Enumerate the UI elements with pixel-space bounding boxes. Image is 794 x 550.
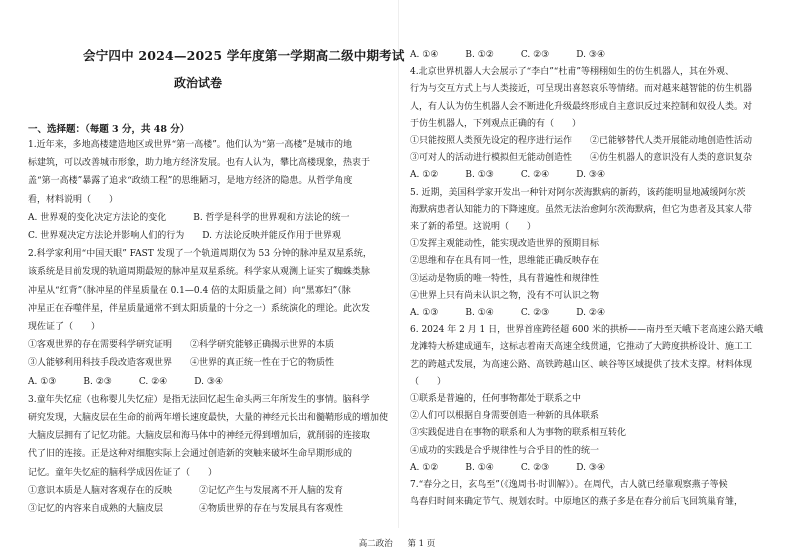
- exam-subtitle: 政治试卷: [174, 76, 223, 90]
- text-line: 艺的跨越式发展，为高速公路、高铁跨越山区、峡谷等区域提供了技术支撑。材料体现: [410, 359, 753, 370]
- text-line: 该系统是目前发现的轨道周期最短的脉冲星双星系统。科学家从观测上证实了蜘蛛类脉: [28, 267, 371, 278]
- text-line: ③运动是物质的唯一特性，具有普遍性和规律性: [410, 273, 600, 284]
- text-line: 记忆。童年失忆症的脑科学成因佐证了（ ）: [28, 467, 218, 478]
- text-line: 盖“第一高楼”暴露了追求“政绩工程”的思维陋习，是地方经济的隐患。从哲学角度: [28, 176, 353, 187]
- text-line: ③可对人的活动进行模拟但无能动创造性 ④仿生机器人的意识没有人类的意识复杂: [410, 153, 753, 164]
- text-line: 现佐证了（ ）: [28, 322, 101, 332]
- text-line: 人，有人认为仿生机器人会不断进化升级最终形成自主意识反过来控制和奴役人类。对: [410, 101, 753, 112]
- text-line: C. 世界观决定方法论并影响人们的行为 D. 方法论反映并能反作用于世界观: [28, 231, 341, 241]
- text-line: 海默病患者认知能力的下降速度。虽然无法治愈阿尔茨海默病，但它为患者及其家人带: [410, 204, 753, 215]
- text-line: 1.近年来，多地高楼建造地区或世界“第一高楼”。他们认为“第一高楼”是城市的地: [28, 140, 352, 150]
- text-line: 7.“春分之日，玄鸟至”（《逸周书·时训解》）。在周代，古人就已经靠观察燕子等候: [410, 480, 728, 490]
- text-line: 2.科学家利用“中国天眼” FAST 发现了一个轨道周期仅为 53 分钟的脉冲星双星系统，: [28, 249, 372, 260]
- text-line: 鸟春归时间来确定节气、规划农时。中原地区的燕子多是在春分前后飞回筑巢育雏，: [410, 497, 744, 508]
- text-line: （ ）: [410, 376, 447, 387]
- text-line: 龙滩特大桥建成通车，这标志着南天高速全线贯通，它推动了大跨度拱桥设计、施工工: [410, 342, 753, 353]
- text-line: ①发挥主观能动性，能实现改造世界的预期目标: [410, 239, 600, 250]
- text-line: 行为与交互方式上与人类接近，可呈现出喜怒哀乐等情绪。而对越来越智能的仿生机器: [410, 84, 753, 95]
- exam-title: 会宁四中 2024—2025 学年度第一学期高二级中期考试: [83, 48, 405, 63]
- text-line: 来了新的希望。这说明（ ）: [410, 222, 537, 232]
- text-line: A. ①③ B. ②③ C. ②④ D. ③④: [28, 376, 224, 387]
- text-line: 6. 2024 年 2 月 1 日，世界首座跨径超 600 米的拱桥——南丹至天峨下老高速公路天峨: [410, 325, 764, 336]
- text-line: 冲星正在吞噬伴星，伴星质量通常不到太阳质量的十分之一）系统演化的理论。此次发: [28, 303, 371, 314]
- text-line: A. ①③ B. ①④ C. ②③ D. ②④: [410, 308, 606, 318]
- column-divider: [398, 0, 399, 528]
- text-line: ④成功的实践是合乎规律性与合乎目的性的统一: [410, 445, 600, 456]
- text-line: ③实践促进自在事物的联系和人为事物的联系相互转化: [410, 428, 627, 439]
- text-line: 大脑皮层拥有了记忆功能。大脑皮层和海马体中的神经元得到增加后，就削弱的连接取: [28, 431, 371, 442]
- text-line: 5. 近期，美国科学家开发出一种针对阿尔茨海默病的新药，该药能明显地减缓阿尔茨: [410, 187, 746, 198]
- text-line: 看，材料说明（ ）: [28, 194, 119, 205]
- text-line: 代了旧的连接。正是这种对细胞实际上会通过创造新的突触来破坏生命早期形成的: [28, 449, 353, 460]
- text-line: A. ①② B. ①④ C. ②③ D. ③④: [410, 462, 606, 473]
- text-line: ②人们可以根据自身需要创造一种新的具体联系: [410, 411, 600, 422]
- text-line: A. 世界观的变化决定方法论的变化 B. 哲学是科学的世界观和方法论的统一: [28, 212, 350, 223]
- text-line: 3.童年失忆症（也称婴儿失忆症）是指无法回忆起生命头两三年所发生的事情。脑科学: [28, 394, 370, 405]
- text-line: A. ①② B. ①③ C. ②④ D. ③④: [410, 170, 606, 181]
- text-line: ①意识本质是人脑对客观存在的反映 ②记忆产生与发展离不开人脑的发育: [28, 485, 344, 496]
- text-line: ③人能够利用科技手段改造客观世界 ④世界的真正统一性在于它的物质性: [28, 358, 335, 369]
- text-line: ①联系是普遍的，任何事物都处于联系之中: [410, 394, 582, 404]
- footer-subject: 高二政治: [358, 539, 393, 549]
- text-line: ①客观世界的存在需要科学研究证明 ②科学研究能够正确揭示世界的本质: [28, 340, 335, 351]
- text-line: 4.北京世界机器人大会展示了“李白”“杜甫”等栩栩如生的仿生机器人，其在外观、: [410, 67, 734, 78]
- text-line: ②思维和存在具有同一性，思维能正确反映存在: [410, 256, 600, 267]
- section-heading: 一、选择题：（每题 3 分，共 48 分）: [28, 124, 190, 135]
- text-line: 研究发现，大脑皮层在生命的前两年增长速度最快，大量的神经元长出和髓鞘形成的增加使: [28, 413, 389, 423]
- text-line: ①只能按照人类预先设定的程序进行运作 ②已能够替代人类开展能动地创造性活动: [410, 136, 753, 146]
- text-line: 于仿生机器人，下列观点正确的有（ ）: [410, 118, 582, 129]
- text-line: A. ①④ B. ①② C. ②③ D. ③④: [410, 50, 606, 60]
- page-footer: [0, 537, 794, 549]
- text-line: ③记忆的内容来自成熟的大脑皮层 ④物质世界的存在与发展具有客观性: [28, 504, 344, 514]
- text-line: 冲星从“红背”（脉冲星的伴星质量在 0.1—0.4 倍的太阳质量之间）向“黑寡妇”（脉: [28, 285, 351, 296]
- text-line: ④世界上只有尚未认识之物，没有不可认识之物: [410, 290, 600, 301]
- text-line: 标建筑，可以改善城市形象，助力地方经济发展。也有人认为，攀比高楼现象，热衷于: [28, 158, 371, 169]
- footer-page-number: 第 1 页: [407, 539, 436, 549]
